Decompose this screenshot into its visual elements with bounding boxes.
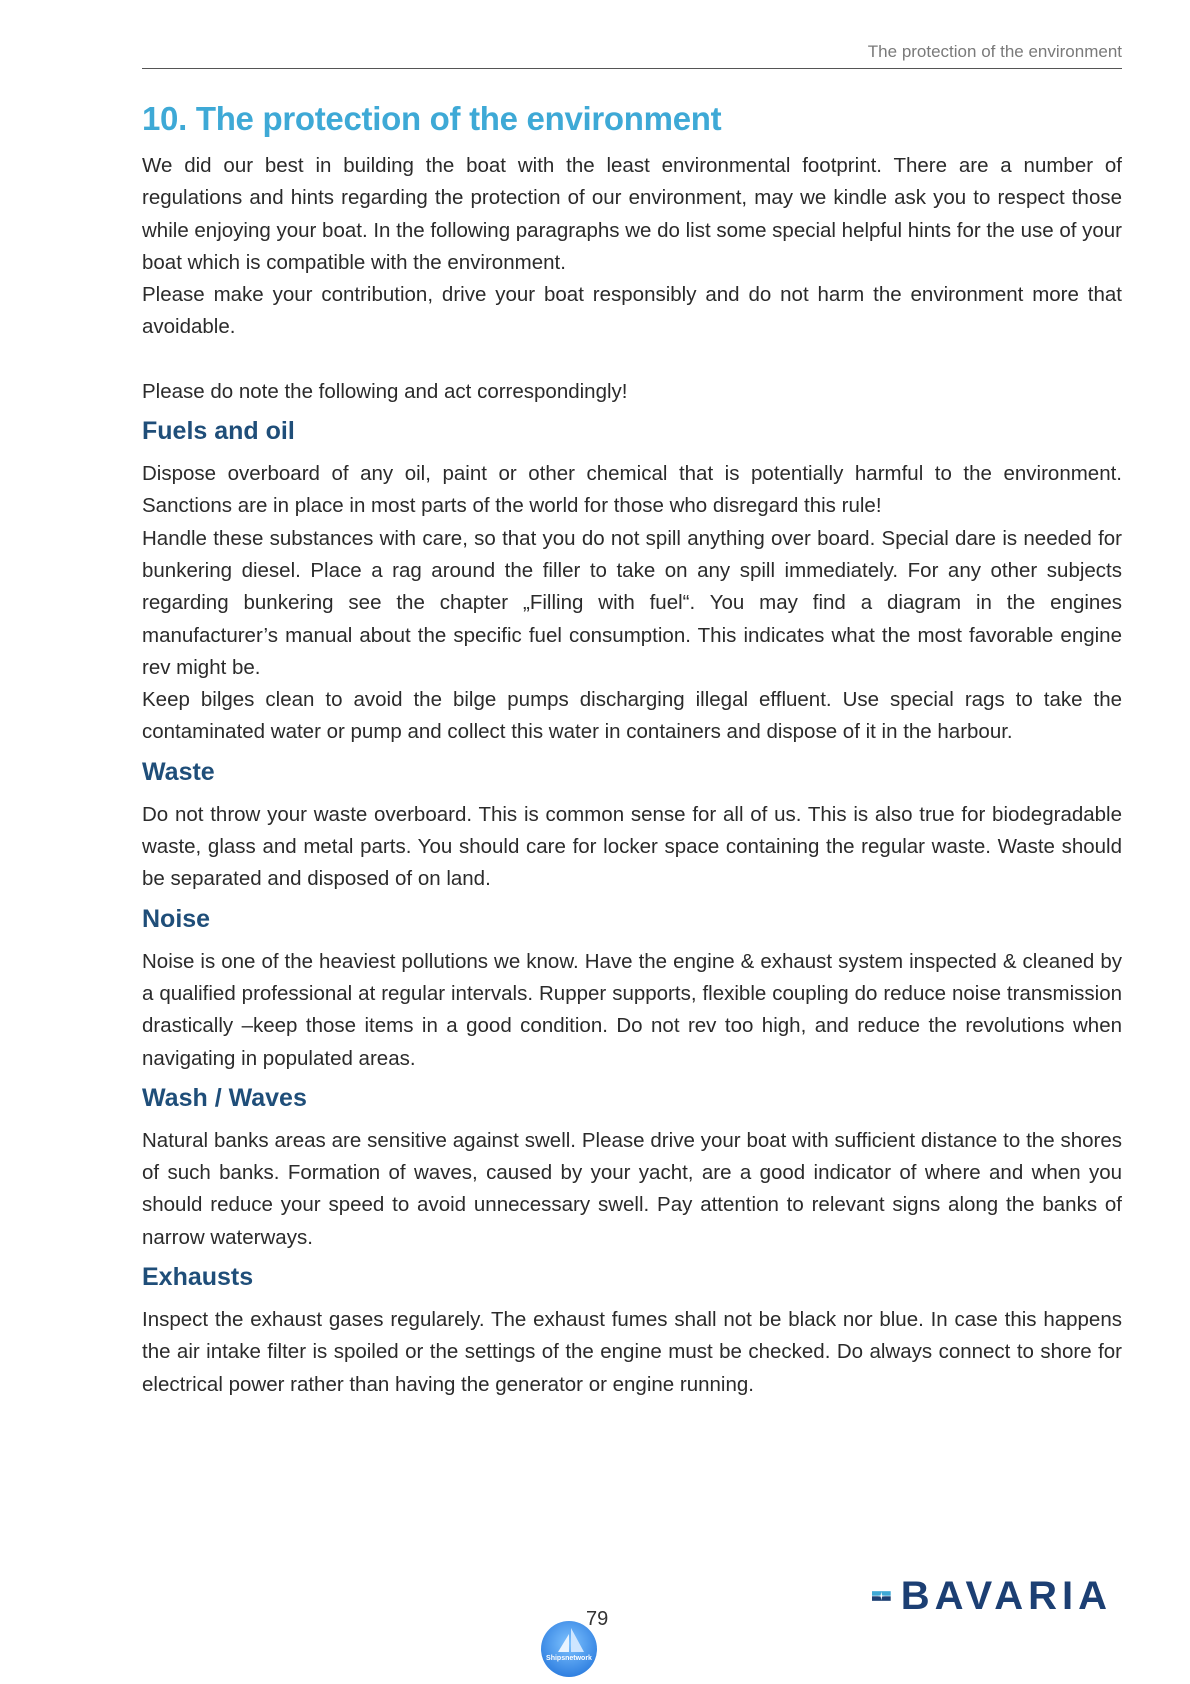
section-heading: Fuels and oil <box>142 417 295 446</box>
running-title: The protection of the environment <box>867 42 1122 61</box>
section-paragraph: Natural banks areas are sensitive against swell. Please drive your boat with sufficient distance to the shores of such banks. Formation of waves, caused by your yacht, are a good indicator of where and when you should reduce your speed to avoid unnecessary swell. Pay attention to relevant signs along the banks of narrow waterways. <box>142 1128 1122 1249</box>
intro-paragraph: We did our best in building the boat with the least environmental footprint. There are a number of regulations and hints regarding the protection of our environment, may we kindle ask you to respect those while enjoying your boat. In the following paragraphs we do list some special helpful hints for the use of your boat which is compatible with the environment. <box>142 154 1123 274</box>
chapter-title: 10. The protection of the environment <box>142 100 722 137</box>
running-header <box>142 42 1122 69</box>
section-noise <box>142 902 1122 1075</box>
page-content <box>142 100 1122 1401</box>
section-heading: Noise <box>142 904 211 933</box>
page-number: 79 <box>586 1608 609 1630</box>
section-exhausts <box>142 1260 1122 1401</box>
chapter-intro <box>142 150 1122 408</box>
section-heading: Wash / Waves <box>142 1083 307 1112</box>
section-paragraph: Dispose overboard of any oil, paint or other chemical that is potentially harmful to the environment. Sanctions are in place in most parts of the world for those who disregard this rule! <box>142 462 1122 518</box>
section-heading: Waste <box>142 757 215 786</box>
compass-star-icon <box>872 1579 891 1613</box>
watermark-text: Shipsnetwork <box>546 1655 592 1662</box>
section-fuels-and-oil <box>142 414 1122 749</box>
shipsnetwork-watermark-icon <box>540 1620 598 1678</box>
section-paragraph: Do not throw your waste overboard. This is common sense for all of us. This is also true for biodegradable waste, glass and metal parts. You should care for locker space containing the regular waste. Waste should be separated and disposed of on land. <box>142 802 1122 891</box>
section-paragraph: Inspect the exhaust gases regularely. The exhaust fumes shall not be black nor blue. In case this happens the air intake filter is spoiled or the settings of the engine must be checked. Do always connect to shore for electrical power rather than having the generator or engine running. <box>142 1308 1122 1396</box>
section-waste <box>142 755 1122 896</box>
intro-paragraph: Please make your contribution, drive your boat responsibly and do not harm the environment more that avoidable. <box>142 283 1122 339</box>
section-paragraph: Handle these substances with care, so that you do not spill anything over board. Special dare is needed for bunkering diesel. Place a rag around the filler to take on any spill immediately. For any other subjects regarding bunkering see the chapter „Filling with fuel“. You may find a diagram in the engines manufacturer’s manual about the specific fuel consumption. This indicates what the most favorable engine rev might be. <box>142 526 1122 679</box>
logo-wordmark: BAVARIA <box>900 1574 1112 1618</box>
intro-paragraph: Please do note the following and act correspondingly! <box>142 379 628 403</box>
bavaria-logo <box>872 1574 1112 1618</box>
section-paragraph: Keep bilges clean to avoid the bilge pumps discharging illegal effluent. Use special rags to take the contaminated water or pump and collect this water in containers and dispose of it in the harbour. <box>142 688 1122 744</box>
section-wash-waves <box>142 1081 1122 1254</box>
section-heading: Exhausts <box>142 1263 254 1292</box>
section-paragraph: Noise is one of the heaviest pollutions we know. Have the engine & exhaust system inspected & cleaned by a qualified professional at regular intervals. Rupper supports, flexible coupling do reduce noise transmission drastically –keep those items in a good condition. Do not rev too high, and reduce the revolutions when navigating in populated areas. <box>142 949 1122 1070</box>
